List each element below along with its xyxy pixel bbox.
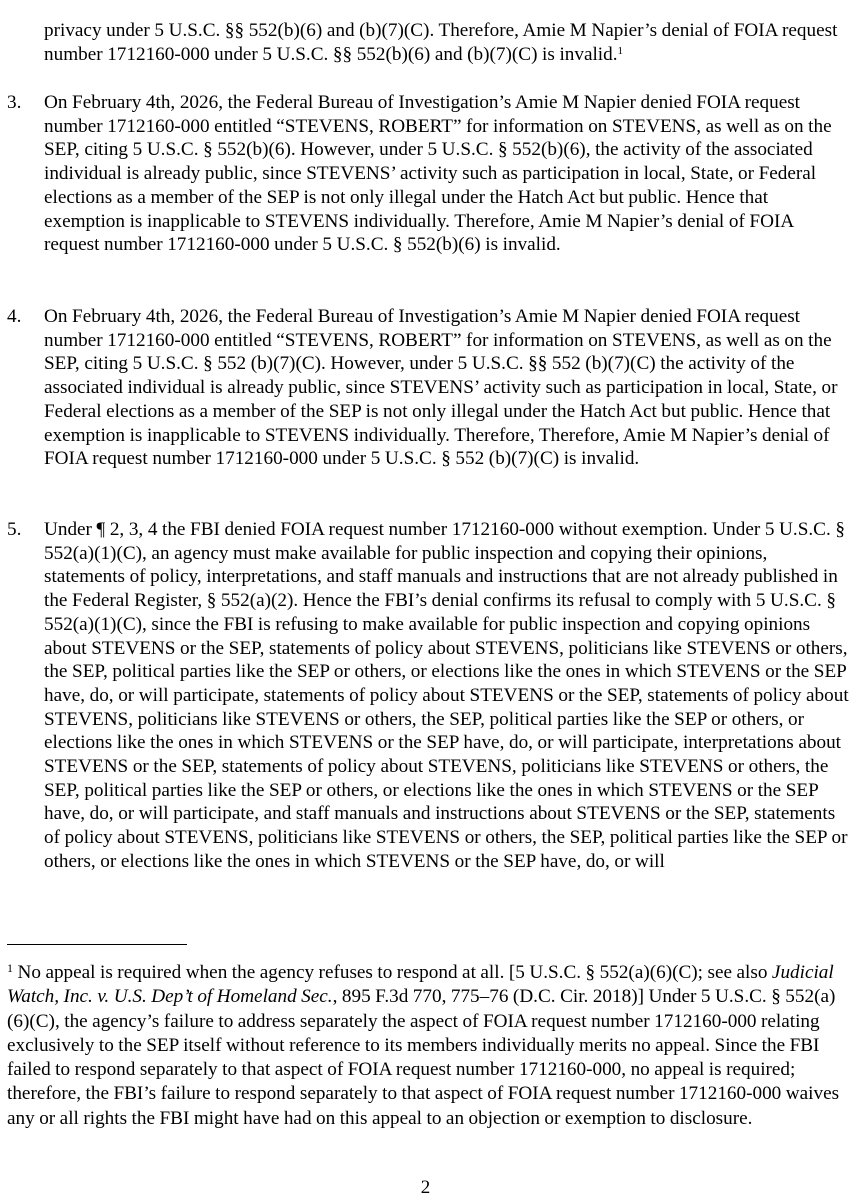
- numbered-paragraph: On February 4th, 2026, the Federal Bureau of Investigation’s Amie M Napier denied FOIA request number 1712160-000 entitled “STEVENS, ROBERT” for information on STEVENS, as well as on the SEP, citing 5 U.S.C. § 552(b)(6). However, under 5 U.S.C. § 552(b)(6), the activity of the associated individual is already public, since STEVENS’ activity such as participation in local, State, or Federal elections as a member of the SEP is not only illegal under the Hatch Act but public. Hence that exemption is inapplicable to STEVENS individually. Therefore, Amie M Napier’s denial of FOIA request number 1712160-000 under 5 U.S.C. § 552(b)(6) is invalid.: [44, 92, 832, 256]
- footnote-separator: [7, 944, 187, 945]
- footnote-text-before-case: No appeal is required when the agency refuses to respond at all. [5 U.S.C. § 552(a)(6)(C); see also: [17, 962, 772, 983]
- footnote-number: 1: [7, 961, 13, 975]
- continuation-text: privacy under 5 U.S.C. §§ 552(b)(6) and (b)(7)(C). Therefore, Amie M Napier’s denial of FOIA request number 1712160-000 under 5 U.S.C. §§ 552(b)(6) and (b)(7)(C) is invalid.: [44, 20, 838, 65]
- footnote-case-name: Judicial Watch, Inc. v. U.S. Dep’t of Homeland Sec.: [7, 962, 834, 1008]
- numbered-paragraph: On February 4th, 2026, the Federal Bureau of Investigation’s Amie M Napier denied FOIA request number 1712160-000 entitled “STEVENS, ROBERT” for information on STEVENS, as well as on the SEP, citing 5 U.S.C. § 552 (b)(7)(C). However, under 5 U.S.C. §§ 552 (b)(7)(C) the activity of the associated individual is already public, since STEVENS’ activity such as participation in local, State, or Federal elections as a member of the SEP is not only illegal under the Hatch Act but public. Hence that exemption is inapplicable to STEVENS individually. Therefore, Therefore, Amie M Napier’s denial of FOIA request number 1712160-000 under 5 U.S.C. § 552 (b)(7)(C) is invalid.: [44, 306, 838, 470]
- paragraph-number: 5.: [7, 519, 22, 540]
- page-number: 2: [420, 1177, 431, 1198]
- continuation-paragraph: [44, 19, 851, 66]
- paragraph-number: 4.: [7, 306, 22, 327]
- footnote: [7, 961, 847, 1131]
- footnote-text-after-case: , 895 F.3d 770, 775–76 (D.C. Cir. 2018)] Under 5 U.S.C. § 552(a)(6)(C), the agency’s failure to address separately the aspect of FOIA request number 1712160-000 relating exclusively to the SEP itself without reference to its members individually merits no appeal. Since the FBI failed to respond separately to that aspect of FOIA request number 1712160-000, no appeal is required; therefore, the FBI’s failure to respond separately to that aspect of FOIA request number 1712160-000 waives any or all rights the FBI might have had on this appeal to an objection or exemption to disclosure.: [7, 986, 840, 1129]
- paragraph-number: 3.: [7, 92, 22, 113]
- numbered-paragraph: Under ¶ 2, 3, 4 the FBI denied FOIA request number 1712160-000 without exemption. Under 5 U.S.C. § 552(a)(1)(C), an agency must make available for public inspection and copying their opinions, statements of policy, interpretations, and staff manuals and instructions that are not already published in the Federal Register, § 552(a)(2). Hence the FBI’s denial confirms its refusal to comply with 5 U.S.C. § 552(a)(1)(C), since the FBI is refusing to make available for public inspection and copying opinions about STEVENS or the SEP, statements of policy about STEVENS, politicians like STEVENS or others, the SEP, political parties like the SEP or others, or elections like the ones in which STEVENS or the SEP have, do, or will participate, statements of policy about STEVENS or the SEP, statements of policy about STEVENS, politicians like STEVENS or others, the SEP, political parties like the SEP or others, or elections like the ones in which STEVENS or the SEP have, do, or will participate, interpretations about STEVENS or the SEP, statements of policy about STEVENS, politicians like STEVENS or others, the SEP, political parties like the SEP or others, or elections like the ones in which STEVENS or the SEP have, do, or will participate, and staff manuals and instructions about STEVENS or the SEP, statements of policy about STEVENS, politicians like STEVENS or others, the SEP, political parties like the SEP or others, or elections like the ones in which STEVENS or the SEP have, do, or will: [44, 519, 849, 872]
- footnote-reference: 1: [617, 44, 624, 57]
